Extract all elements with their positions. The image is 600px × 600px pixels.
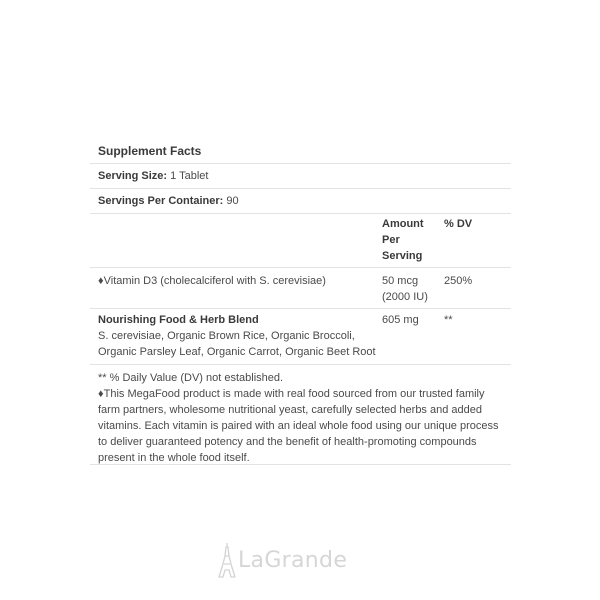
lagrande-watermark: [218, 540, 347, 580]
supplement-facts-panel: [90, 136, 511, 465]
watermark-text: LaGrande: [238, 547, 348, 573]
serving-size-value: 1 Tablet: [167, 170, 209, 182]
serving-size-label: Serving Size:: [98, 170, 168, 182]
amount-header-line: Serving: [382, 250, 423, 262]
footnote-line: ** % Daily Value (DV) not established.: [98, 372, 284, 384]
footnote: [90, 365, 511, 465]
column-header-spacer: [90, 215, 382, 267]
amount-header-line: Amount: [382, 218, 424, 230]
nutrient-amount: [382, 273, 444, 308]
footnote-line: ♦This MegaFood product is made with real food sourced from our trusted family: [98, 388, 485, 400]
footnote-line: present in the whole food itself.: [98, 452, 250, 464]
nutrient-amount-line: 50 mcg: [382, 275, 419, 287]
amount-per-serving-header: [382, 215, 444, 267]
footnote-line: to deliver guaranteed potency and the benefit of health-promoting compounds: [98, 436, 477, 448]
eiffel-tower-icon: [218, 542, 236, 578]
blend-ingredients-line: S. cerevisiae, Organic Brown Rice, Organic Broccoli,: [98, 330, 355, 342]
supplement-facts-title: Supplement Facts: [90, 136, 511, 164]
nutrient-amount-line: (2000 IU): [382, 291, 428, 303]
nutrient-row-herb-blend: [90, 309, 511, 365]
footnote-line: vitamins. Each vitamin is paired with an ideal whole food using our unique process: [98, 420, 499, 432]
nutrient-name: ♦Vitamin D3 (cholecalciferol with S. cerevisiae): [98, 275, 326, 287]
footnote-line: farm partners, wholesome nutritional yeast, carefully selected herbs and added: [98, 404, 482, 416]
servings-per-container-row: [90, 189, 511, 214]
blend-description: [90, 312, 382, 364]
nutrient-row-vitamin-d3: [90, 268, 511, 309]
serving-size-row: [90, 164, 511, 189]
nutrient-daily-value: 250%: [444, 275, 473, 287]
daily-value-header: % DV: [444, 218, 473, 230]
blend-ingredients-line: Organic Parsley Leaf, Organic Carrot, Organic Beet Root: [98, 346, 376, 358]
amount-header-line: Per: [382, 234, 400, 246]
servings-per-container-value: 90: [223, 195, 239, 207]
blend-amount: 605 mg: [382, 314, 419, 326]
column-header-row: [90, 214, 511, 268]
servings-per-container-label: Servings Per Container:: [98, 195, 224, 207]
blend-name: Nourishing Food & Herb Blend: [98, 314, 259, 326]
blend-daily-value: **: [444, 314, 453, 326]
